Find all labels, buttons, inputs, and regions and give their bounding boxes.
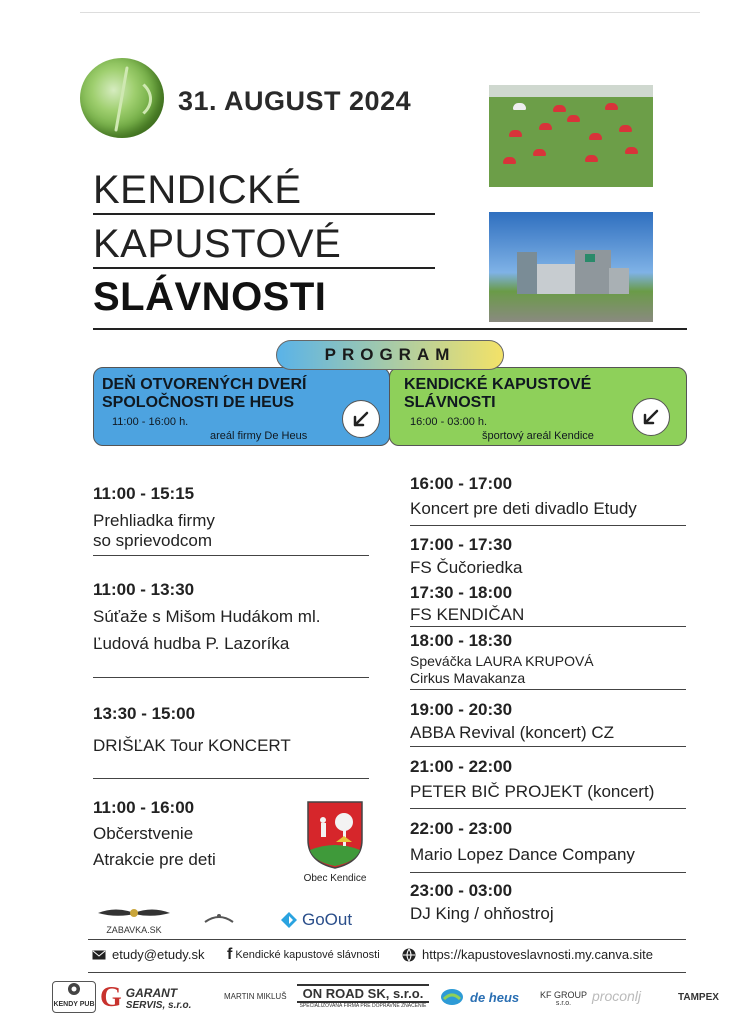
open-day-place: areál firmy De Heus — [210, 430, 308, 442]
divider — [410, 525, 686, 526]
garant-text: GARANT — [125, 985, 178, 1000]
schedule-event: Súťaže s Mišom Hudákom ml. — [93, 607, 321, 626]
garant-sub: SERVIS, s.r.o. — [125, 999, 192, 1011]
schedule-event: DJ King / ohňostroj — [410, 904, 554, 923]
sponsor-mark-icon — [203, 910, 235, 926]
schedule-event: Cirkus Mavakanza — [410, 670, 526, 686]
schedule-time: 19:00 - 20:30 — [410, 700, 513, 719]
envelope-icon — [92, 950, 106, 960]
kendy-pub-text: KENDY PUB — [53, 1001, 95, 1008]
goout-icon — [280, 911, 298, 929]
schedule-event: DRIŠĽAK Tour KONCERT — [93, 736, 291, 755]
festival-box-hours: 16:00 - 03:00 h. — [410, 416, 488, 428]
arrow-down-left-icon — [632, 398, 670, 436]
divider — [410, 808, 686, 809]
event-date: 31. AUGUST 2024 — [178, 86, 412, 116]
facebook-icon: f — [227, 946, 233, 963]
tampex-logo: TAMPEX — [678, 992, 719, 1003]
gs-icon: G — [100, 982, 122, 1013]
festival-box-place: športový areál Kendice — [482, 430, 594, 442]
de-heus-icon — [440, 988, 464, 1006]
de-heus-logo — [440, 988, 519, 1006]
zabavka-logo — [96, 906, 172, 935]
title-line-2: KAPUSTOVÉ — [93, 222, 342, 266]
schedule-time: 13:30 - 15:00 — [93, 704, 196, 723]
divider — [410, 689, 686, 690]
schedule-event: Občerstvenie — [93, 824, 194, 843]
kf-group-logo — [540, 990, 587, 1007]
divider — [93, 555, 369, 556]
title-line-1: KENDICKÉ — [93, 168, 302, 212]
schedule-event: Mario Lopez Dance Company — [410, 845, 635, 864]
schedule-time: 11:00 - 15:15 — [93, 484, 195, 503]
on-road-logo — [297, 984, 429, 1009]
open-day-box — [93, 367, 390, 446]
schedule-time: 16:00 - 17:00 — [410, 474, 513, 493]
goout-logo — [280, 909, 360, 931]
festival-box — [389, 367, 687, 446]
schedule-event: FS KENDIČAN — [410, 605, 525, 624]
festival-photo — [489, 85, 653, 187]
schedule-event: Ľudová hudba P. Lazoríka — [93, 634, 290, 653]
proconlj-logo: proconlj — [592, 988, 642, 1004]
top-rule — [80, 12, 700, 13]
contact-email[interactable] — [92, 947, 204, 962]
pub-emblem-icon — [64, 982, 84, 996]
divider — [88, 939, 686, 940]
kf-group-text: KF GROUP — [540, 990, 588, 1000]
schedule-event: Atrakcie pre deti — [93, 850, 216, 869]
header-rule — [93, 328, 687, 330]
kf-group-sub: s.r.o. — [555, 1000, 572, 1007]
contact-facebook[interactable] — [227, 946, 380, 964]
email-text: etudy@etudy.sk — [112, 947, 205, 962]
schedule-time: 21:00 - 22:00 — [410, 757, 513, 776]
schedule-event: FS Čučoriedka — [410, 558, 523, 577]
divider — [410, 872, 686, 873]
garant-servis-logo — [100, 982, 191, 1014]
open-day-hours: 11:00 - 16:00 h. — [112, 416, 189, 428]
schedule-time: 17:30 - 18:00 — [410, 583, 513, 602]
contact-web[interactable] — [402, 947, 653, 962]
crest-caption: Obec Kendice — [303, 873, 367, 884]
cabbage-icon — [80, 58, 164, 138]
schedule-event: Prehliadka firmy — [93, 511, 215, 530]
schedule-event: PETER BIČ PROJEKT (koncert) — [410, 782, 655, 801]
schedule-time: 18:00 - 18:30 — [410, 631, 513, 650]
title-rule — [93, 267, 435, 269]
festival-box-title: KENDICKÉ KAPUSTOVÉ SLÁVNOSTI — [404, 376, 592, 411]
arrow-down-left-icon — [342, 400, 380, 438]
de-heus-text: de heus — [470, 989, 520, 1005]
title-rule — [93, 213, 435, 215]
schedule-event: ABBA Revival (koncert) CZ — [410, 723, 615, 742]
program-label: PROGRAM — [276, 340, 504, 370]
divider — [410, 626, 686, 627]
on-road-text: ON ROAD SK, s.r.o. — [297, 984, 429, 1003]
martin-miklus-logo: MARTIN MIKLUŠ — [224, 992, 287, 1001]
divider — [93, 778, 369, 779]
globe-icon — [402, 948, 416, 962]
on-road-sub: ŠPECIALIZOVANÁ FIRMA PRE DOPRAVNÉ ZNAČENIE — [299, 1003, 427, 1009]
kendice-crest-icon — [306, 800, 364, 870]
web-text: https://kapustoveslavnosti.my.canva.site — [422, 947, 653, 962]
divider — [93, 677, 369, 678]
schedule-event: so sprievodcom — [93, 531, 213, 550]
divider — [88, 972, 686, 973]
facebook-text: Kendické kapustové slávnosti — [235, 949, 380, 961]
divider — [410, 746, 686, 747]
kendy-pub-logo — [52, 981, 96, 1013]
open-day-title: DEŇ OTVORENÝCH DVERÍ SPOLOČNOSTI DE HEUS — [102, 376, 307, 411]
schedule-event: Koncert pre deti divadlo Etudy — [410, 499, 637, 518]
schedule-time: 22:00 - 23:00 — [410, 819, 513, 838]
schedule-event: Speváčka LAURA KRUPOVÁ — [410, 653, 594, 669]
schedule-time: 23:00 - 03:00 — [410, 881, 513, 900]
title-line-3: SLÁVNOSTI — [93, 275, 327, 319]
schedule-time: 11:00 - 13:30 — [93, 580, 195, 599]
schedule-time: 17:00 - 17:30 — [410, 535, 513, 554]
zabavka-text: ZABAVKA.SK — [106, 925, 162, 935]
schedule-time: 11:00 - 16:00 — [93, 798, 195, 817]
goout-text: GoOut — [302, 910, 353, 929]
factory-photo — [489, 212, 653, 322]
